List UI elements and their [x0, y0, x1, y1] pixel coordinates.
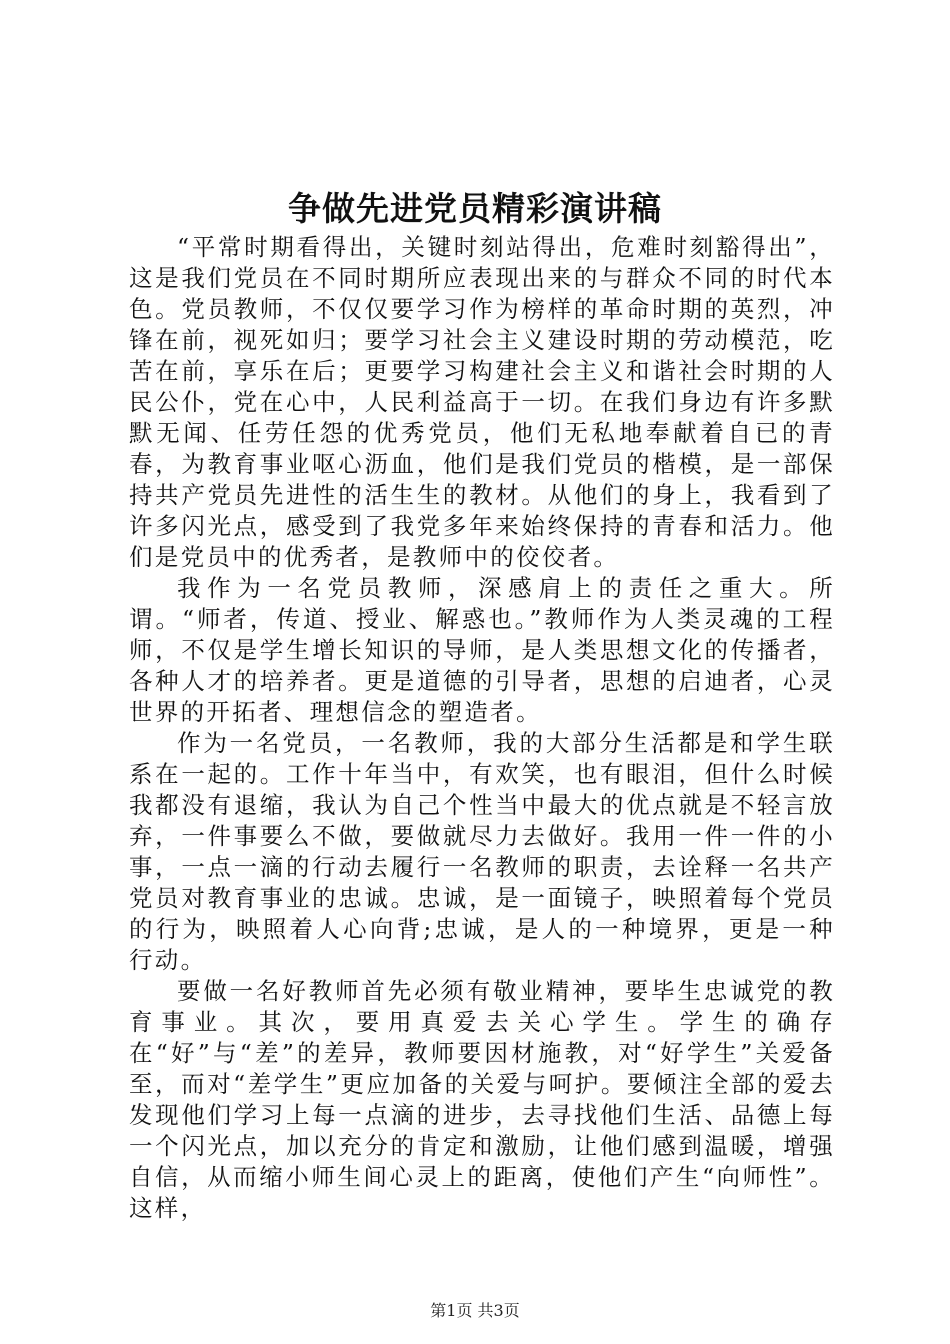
paragraph-2: 我作为一名党员教师，深感肩上的责任之重大。所谓。“师者，传道、授业、解惑也。”教师作为人类灵魂的工程师，不仅是学生增长知识的导师，是人类思想文化的传播者，各种人才的培养者。更是道德的引导者，思想的启迪者，心灵世界的开拓者、理想信念的塑造者。: [129, 574, 835, 726]
document-title: 争做先进党员精彩演讲稿: [288, 189, 662, 228]
paragraph-4: 要做一名好教师首先必须有敬业精神，要毕生忠诚党的教育事业。其次，要用真爱去关心学生。学生的确存在“好”与“差”的差异，教师要因材施教，对“好学生”关爱备至，而对“差学生”更应加备的关爱与呵护。要倾注全部的爱去发现他们学习上每一点滴的进步，去寻找他们生活、品德上每一个闪光点，加以充分的肯定和激励，让他们感到温暖，增强自信，从而缩小师生间心灵上的距离，使他们产生“向师性”。这样，: [129, 977, 835, 1222]
document-body: [129, 232, 835, 1224]
paragraph-3: 作为一名党员，一名教师，我的大部分生活都是和学生联系在一起的。工作十年当中，有欢笑，也有眼泪，但什么时候我都没有退缩，我认为自己个性当中最大的优点就是不轻言放弃，一件事要么不做，要做就尽力去做好。我用一件一件的小事，一点一滴的行动去履行一名教师的职责，去诠释一名共产党员对教育事业的忠诚。忠诚，是一面镜子，映照着每个党员的行为，映照着人心向背;忠诚，是人的一种境界，更是一种行动。: [129, 729, 835, 974]
page-number-footer: 第1页 共3页: [430, 1301, 520, 1320]
paragraph-1: “平常时期看得出，关键时刻站得出，危难时刻豁得出”，这是我们党员在不同时期所应表现出来的与群众不同的时代本色。党员教师，不仅仅要学习作为榜样的革命时期的英烈，冲锋在前，视死如归；要学习社会主义建设时期的劳动模范，吃苦在前，享乐在后；更要学习构建社会主义和谐社会时期的人民公仆，党在心中，人民利益高于一切。在我们身边有许多默默无闻、任劳任怨的优秀党员，他们无私地奉献着自已的青春，为教育事业呕心沥血，他们是我们党员的楷模，是一部保持共产党员先进性的活生生的教材。从他们的身上，我看到了许多闪光点，感受到了我党多年来始终保持的青春和活力。他们是党员中的优秀者，是教师中的佼佼者。: [129, 233, 835, 571]
